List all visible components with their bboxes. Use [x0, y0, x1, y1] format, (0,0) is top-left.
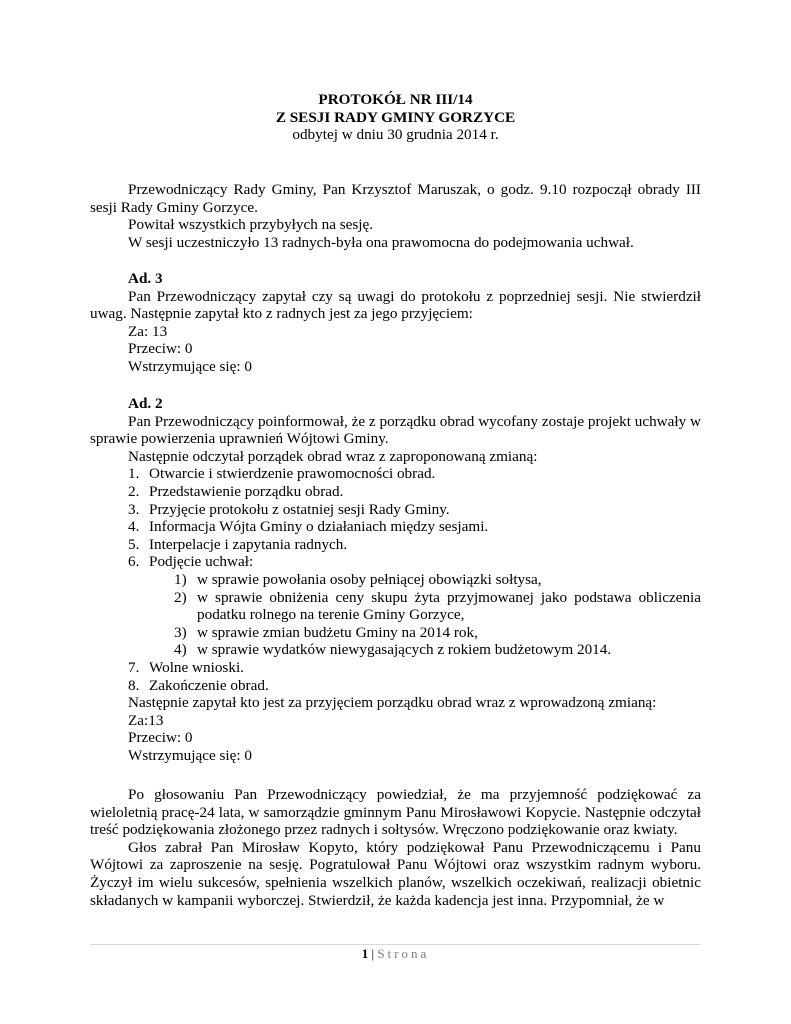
sub-list-item: 2) w sprawie obniżenia ceny skupu żyta przyjmowanej jako podstawa obliczenia podatku rolnego na terenie Gminy Gorzyce, [174, 588, 701, 624]
list-item: 2. Przedstawienie porządku obrad. [128, 482, 344, 500]
intro-paragraph-2: Powitał wszystkich przybyłych na sesję. [128, 216, 374, 234]
page-number: 1 [361, 946, 369, 961]
ad3-section [90, 270, 701, 376]
body-paragraph-1: Po głosowaniu Pan Przewodniczący powiedział, że ma przyjemność podziękować za wieloletnią pracę-24 lata, w samorządzie gminnym Panu Mirosławowi Kopycie. Następnie odczytał treść podziękowania złożonego przez radnych i sołtysów. Wręczono podziękowanie oraz kwiaty. [90, 786, 701, 839]
ad2-heading: Ad. 2 [128, 395, 163, 412]
ad2-list-intro: Następnie odczytał porządek obrad wraz z zaproponowaną zmianą: [128, 447, 538, 465]
document-title: PROTOKÓŁ NR III/14 [318, 91, 473, 108]
ad2-section [90, 395, 701, 764]
document-subtitle: Z SESJI RADY GMINY GORZYCE [275, 108, 516, 126]
document-date-line: odbytej w dniu 30 grudnia 2014 r. [292, 126, 499, 144]
sub-list-item: 4) w sprawie wydatków niewygasających z rokiem budżetowym 2014. [174, 641, 612, 659]
footer-page-word: Strona [377, 946, 430, 961]
list-item: 5. Interpelacje i zapytania radnych. [128, 535, 348, 553]
list-item: 4. Informacja Wójta Gminy o działaniach między sesjami. [128, 518, 489, 536]
ad2-text: Pan Przewodniczący poinformował, że z porządku obrad wycofany zostaje projekt uchwały w sprawie powierzenia uprawnień Wójtowi Gminy. [90, 412, 701, 448]
list-item: 7. Wolne wnioski. [128, 658, 244, 676]
page-footer [90, 946, 701, 962]
ad3-vote-against: Przeciw: 0 [128, 340, 193, 358]
sub-list-item: 1) w sprawie powołania osoby pełniącej obowiązki sołtysa, [174, 570, 542, 588]
ad2-vote-intro: Następnie zapytał kto jest za przyjęciem porządku obrad wraz z wprowadzoną zmianą: [128, 694, 657, 712]
ad2-vote-against: Przeciw: 0 [128, 729, 193, 747]
list-item: 1. Otwarcie i stwierdzenie prawomocności obrad. [128, 465, 436, 483]
body-section [90, 786, 701, 909]
body-paragraph-2: Głos zabrał Pan Mirosław Kopyto, który podziękował Panu Przewodniczącemu i Panu Wójtowi za zaproszenie na sesję. Pogratulował Panu Wójtowi oraz wszystkim radnym wyboru. Życzył im wielu sukcesów, spełnienia wszelkich planów, wszelkich oczekiwań, realizacji obietnic składanych w kampanii wyborczej. Stwierdził, że każda kadencja jest inna. Przypomniał, że w [90, 838, 701, 909]
footer-divider [90, 944, 701, 945]
ad3-vote-for: Za: 13 [128, 322, 168, 340]
intro-paragraph-1: Przewodniczący Rady Gminy, Pan Krzysztof Maruszak, o godz. 9.10 rozpoczął obrady III sesji Rady Gminy Gorzyce. [90, 181, 701, 216]
list-item: 6. Podjęcie uchwał: [128, 553, 254, 571]
intro-paragraph-3: W sesji uczestniczyło 13 radnych-była ona prawomocna do podejmowania uchwał. [128, 233, 634, 251]
list-item: 3. Przyjęcie protokołu z ostatniej sesji Rady Gminy. [128, 500, 450, 518]
intro-section [90, 181, 701, 251]
ad3-text: Pan Przewodniczący zapytał czy są uwagi do protokołu z poprzedniej sesji. Nie stwierdził uwag. Następnie zapytał kto z radnych jest za jego przyjęciem: [90, 287, 701, 323]
document-header [90, 91, 701, 144]
ad3-heading: Ad. 3 [128, 270, 163, 287]
document-page [90, 0, 701, 1024]
list-item: 8. Zakończenie obrad. [128, 676, 269, 694]
sub-list-item: 3) w sprawie zmian budżetu Gminy na 2014 rok, [174, 623, 478, 641]
ad2-vote-for: Za:13 [128, 711, 164, 729]
ad2-vote-abstain: Wstrzymujące się: 0 [128, 746, 252, 764]
ad3-vote-abstain: Wstrzymujące się: 0 [128, 357, 252, 375]
footer-separator: | [371, 946, 375, 961]
